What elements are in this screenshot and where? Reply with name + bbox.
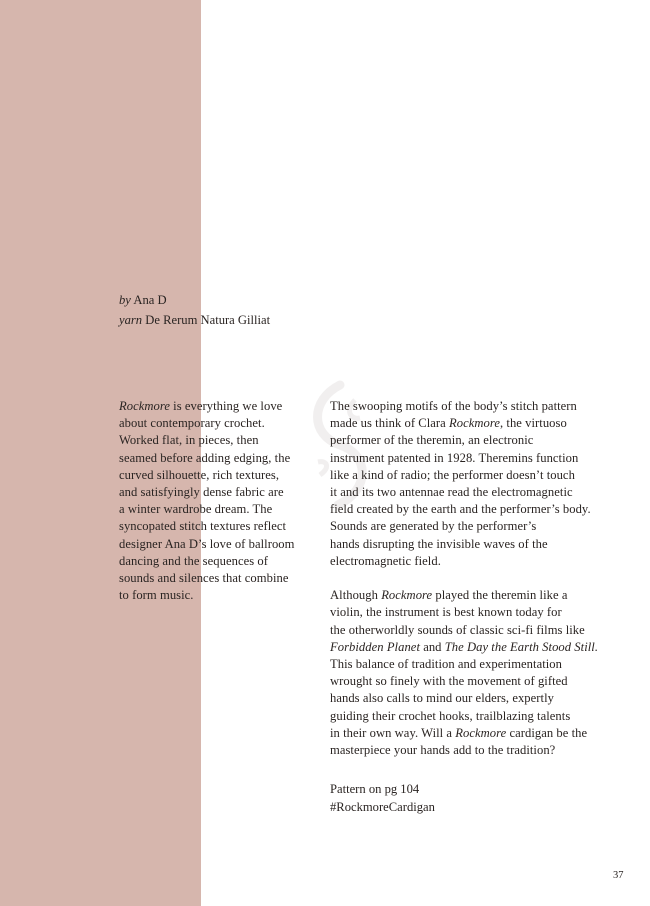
text-line: dancing and the sequences of [119, 553, 268, 568]
text-line: curved silhouette, rich textures, [119, 467, 280, 482]
text-line: wrought so finely with the movement of gifted [330, 674, 568, 689]
text-line: Although Rockmore played the theremin like a [330, 588, 568, 603]
text-line: The swooping motifs of the body’s stitch pattern [330, 399, 577, 413]
text-line: masterpiece your hands add to the tradition? [330, 743, 556, 758]
story-column [330, 398, 598, 759]
text-line: violin, the instrument is best known today for [330, 605, 562, 620]
text-line: hands disrupting the invisible waves of the [330, 536, 548, 551]
article-credits [119, 290, 270, 330]
text-line: sounds and silences that combine [119, 571, 289, 586]
text-line: This balance of tradition and experimentation [330, 657, 563, 672]
text-line: syncopated stitch textures reflect [119, 519, 287, 534]
by-label: by [119, 293, 131, 307]
page-number: 37 [613, 870, 624, 881]
text-line: to form music. [119, 588, 194, 603]
yarn-credit [119, 310, 270, 330]
text-line: in their own way. Will a Rockmore cardigan be the [330, 725, 588, 740]
text-line: it and its two antennae read the electromagnetic [330, 485, 573, 500]
text-line: a winter wardrobe dream. The [119, 502, 273, 517]
text-line: Worked flat, in pieces, then [119, 433, 259, 448]
text-line: Sounds are generated by the performer’s [330, 519, 537, 534]
intro-column [119, 398, 294, 604]
pattern-reference [330, 781, 435, 816]
yarn-name: De Rerum Natura Gilliat [145, 313, 271, 327]
text-line: Rockmore is everything we love [119, 399, 283, 413]
text-line: field created by the earth and the performer’s body. [330, 502, 591, 517]
story-paragraph-2 [330, 587, 598, 759]
text-line: about contemporary crochet. [119, 416, 265, 431]
text-line: performer of the theremin, an electronic [330, 433, 534, 448]
text-line: instrument patented in 1928. Theremins function [330, 450, 579, 465]
designer-name: Ana D [133, 293, 167, 307]
text-line: hands also calls to mind our elders, expertly [330, 691, 554, 706]
hashtag: #RockmoreCardigan [330, 799, 435, 814]
text-line: and satisfyingly dense fabric are [119, 485, 284, 500]
pattern-page-ref: Pattern on pg 104 [330, 782, 420, 796]
text-line: guiding their crochet hooks, trailblazing talents [330, 708, 571, 723]
text-line: electromagnetic field. [330, 553, 441, 568]
text-line: seamed before adding edging, the [119, 450, 291, 465]
text-line: designer Ana D’s love of ballroom [119, 536, 295, 551]
text-line: the otherworldly sounds of classic sci-fi films like [330, 622, 585, 637]
text-line: Forbidden Planet and The Day the Earth Stood Still. [330, 639, 599, 654]
text-line: made us think of Clara Rockmore, the virtuoso [330, 416, 567, 431]
text-line: like a kind of radio; the performer doesn’t touch [330, 467, 575, 482]
yarn-label: yarn [119, 313, 143, 327]
story-paragraph-1 [330, 398, 598, 570]
designer-credit [119, 290, 270, 310]
